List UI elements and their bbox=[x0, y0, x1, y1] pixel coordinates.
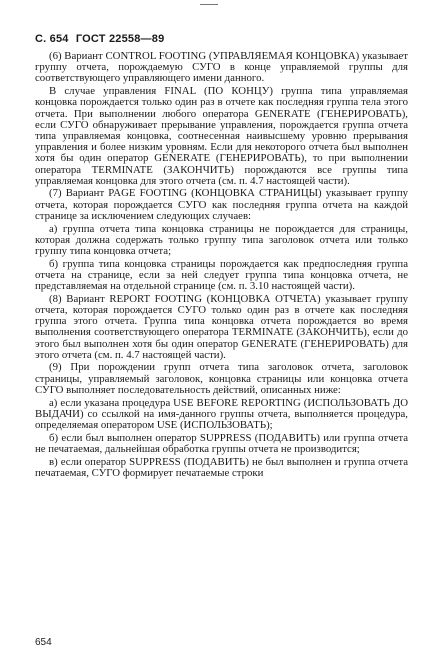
top-edge-mark bbox=[200, 4, 218, 5]
paragraph-item-b-page: б) группа типа концовка страницы порождается как предпоследняя группа отчета на странице, если за ней следует группа типа концовка отчета, не представляемая на отдельной странице (см. п. 3.10 настоящей части). bbox=[35, 257, 408, 293]
paragraph-item-a-page: а) группа отчета типа концовка страницы не порождается для страницы, которая должна содержать только группу типа заголовок отчета или только группу типа концовка отчета; bbox=[35, 222, 408, 257]
paragraph-item-b-suppress: б) если был выполнен оператор SUPPRESS (ПОДАВИТЬ) или группа отчета не печатаемая, дальнейшая обработка группы отчета не производится; bbox=[35, 431, 408, 455]
document-body bbox=[35, 51, 408, 481]
paragraph-report-footing: (8) Вариант REPORT FOOTING (КОНЦОВКА ОТЧЕТА) указывает группу отчета, которая порождается СУГО только один раз в отчете как последняя группа этого отчета. Группа типа концовка отчета порождается во время выполнения соответствующего оператора TERMINATE (ЗАКОНЧИТЬ), если до этого был выполнен хотя бы один оператор GENERATE (ГЕНЕРИРОВАТЬ) для этого отчета (см. п. 4.7 настоящей части). bbox=[35, 292, 408, 361]
page-header bbox=[35, 33, 168, 45]
paragraph-item-a-use: а) если указана процедура USE BEFORE REPORTING (ИСПОЛЬЗОВАТЬ ДО ВЫДАЧИ) со ссылкой на имя-данного группы отчета, выполняется процедура, определяемая оператором USE (ИСПОЛЬЗОВАТЬ); bbox=[35, 396, 408, 431]
paragraph-page-footing: (7) Вариант PAGE FOOTING (КОНЦОВКА СТРАНИЦЫ) указывает группу отчета, которая порождается СУГО как последняя группа отчета на каждой странице за исключением следующих случаев: bbox=[35, 187, 408, 222]
paragraph-final-control: В случае управления FINAL (ПО КОНЦУ) группа типа управляемая концовка порождается только один раз в отчете как последняя группа тела этого отчета. При выполнении любого оператора GENERATE (ГЕНЕРИРОВАТЬ), если СУГО обнаруживает прерывание управления, порождается группа отчета типа управляемая концовка, соотнесенная наивысшему уровню прерывания управления и более низким уровням. Если для некоторого отчета был выполнен хотя бы один оператор GENERATE (ГЕНЕРИРОВАТЬ), то при выполнении оператора TERMINATE (ЗАКОНЧИТЬ) порождаются все группы типа управляемая концовка для этого отчета (см. п. 4.7 настоящей части). bbox=[35, 85, 408, 187]
page-number: 654 bbox=[35, 637, 52, 648]
paragraph-group-generation: (9) При порождении групп отчета типа заголовок отчета, заголовок страницы, управляемый заголовок, концовка страницы или концовка отчета СУГО выполняет последовательность действий, описанных ниже: bbox=[35, 361, 408, 396]
paragraph-item-c-suppress: в) если оператор SUPPRESS (ПОДАВИТЬ) не был выполнен и группа отчета печатаемая, СУГО формирует печатаемые строки bbox=[35, 455, 408, 479]
standard-code: ГОСТ 22558—89 bbox=[75, 33, 165, 45]
page-section-label: С. 654 bbox=[35, 33, 69, 45]
paragraph-control-footing: (6) Вариант CONTROL FOOTING (УПРАВЛЯЕМАЯ КОНЦОВКА) указывает группу отчета, порождаемую СУГО в конце управляемой группы для соответствующего управляющего имени данного. bbox=[35, 50, 409, 85]
